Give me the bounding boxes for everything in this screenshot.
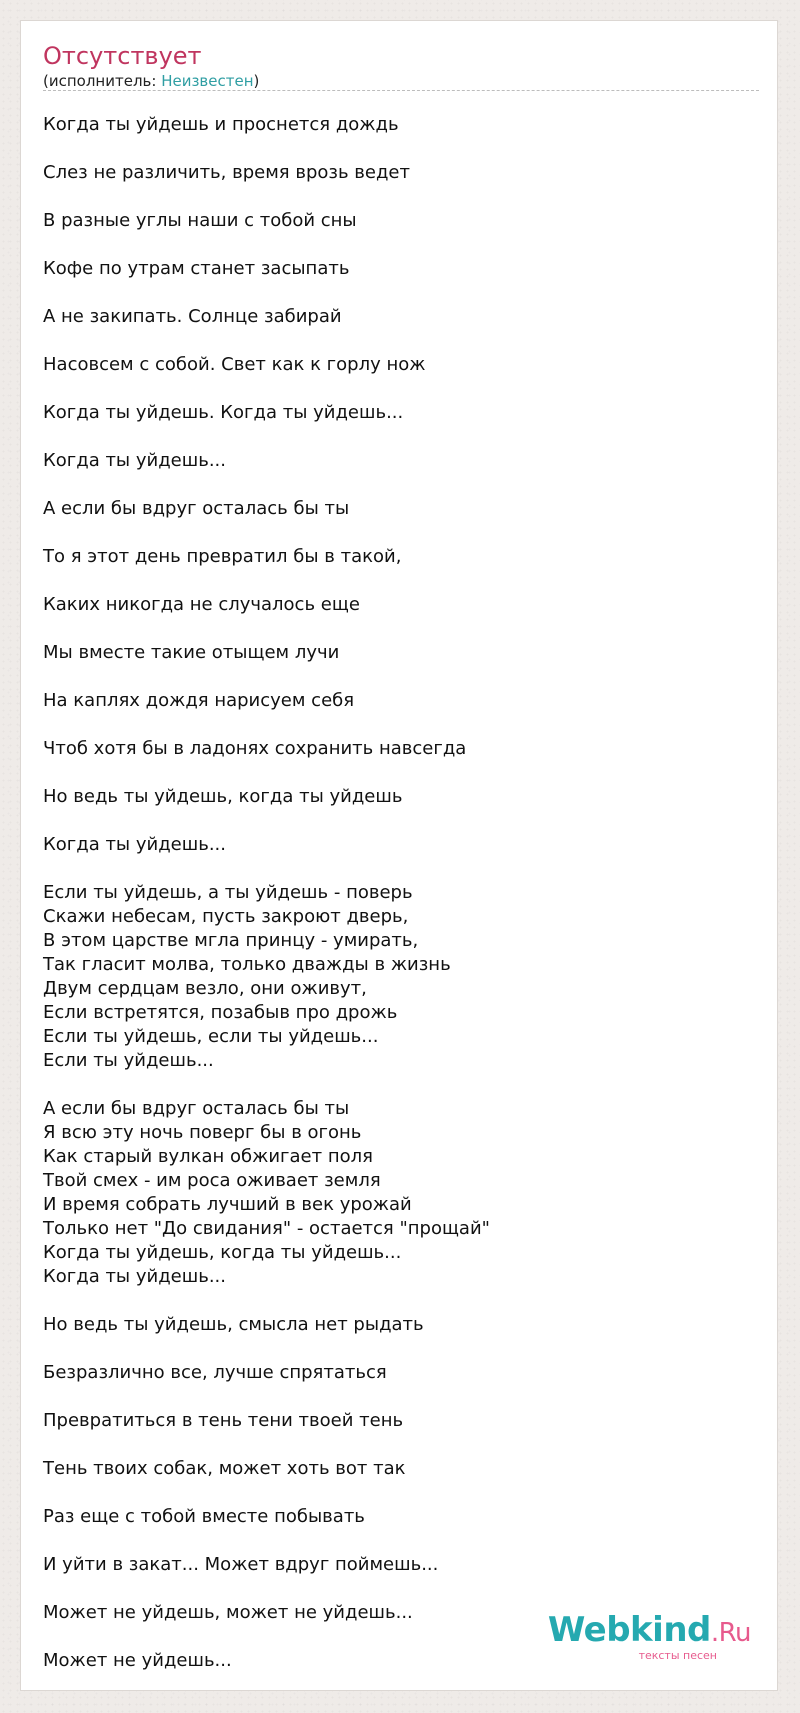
- stanza-gap: [43, 1577, 759, 1601]
- lyric-line: Безразлично все, лучше спрятаться: [43, 1362, 387, 1383]
- stanza-gap: [43, 281, 759, 305]
- stanza-gap: [43, 1433, 759, 1457]
- stanza-gap: [43, 809, 759, 833]
- stanza-gap: [43, 713, 759, 737]
- performer-suffix: ): [253, 72, 260, 90]
- song-page: [20, 20, 778, 1691]
- lyric-line: Если ты уйдешь, если ты уйдешь...: [43, 1026, 379, 1047]
- lyric-line: То я этот день превратил бы в такой,: [43, 546, 402, 567]
- lyric-line: В этом царстве мгла принцу - умирать,: [43, 930, 419, 951]
- stanza-gap: [43, 185, 759, 209]
- lyric-line: Когда ты уйдешь. Когда ты уйдешь...: [43, 402, 404, 423]
- stanza-gap: [43, 1073, 759, 1097]
- stanza-gap: [43, 137, 759, 161]
- lyric-line: Как старый вулкан обжигает поля: [43, 1146, 373, 1167]
- stanza-gap: [43, 569, 759, 593]
- lyric-line: А не закипать. Солнце забирай: [43, 306, 342, 327]
- lyric-line: Когда ты уйдешь и проснется дождь: [43, 114, 399, 135]
- lyric-line: Может не уйдешь, может не уйдешь...: [43, 1602, 413, 1623]
- logo-tagline: тексты песен: [638, 1649, 717, 1662]
- lyric-line: А если бы вдруг осталась бы ты: [43, 1098, 350, 1119]
- lyric-line: Может не уйдешь...: [43, 1650, 232, 1671]
- logo-tld: .Ru: [710, 1618, 751, 1648]
- artist-link[interactable]: Неизвестен: [161, 72, 254, 90]
- lyric-line: Когда ты уйдешь...: [43, 834, 226, 855]
- lyric-line: Кофе по утрам станет засыпать: [43, 258, 350, 279]
- lyric-line: Скажи небесам, пусть закроют дверь,: [43, 906, 409, 927]
- site-logo[interactable]: [547, 1610, 751, 1662]
- lyric-line: Тень твоих собак, может хоть вот так: [43, 1458, 406, 1479]
- lyric-line: Насовсем с собой. Свет как к горлу нож: [43, 354, 426, 375]
- lyric-line: А если бы вдруг осталась бы ты: [43, 498, 350, 519]
- stanza-gap: [43, 233, 759, 257]
- lyric-line: Но ведь ты уйдешь, смысла нет рыдать: [43, 1314, 424, 1335]
- performer-prefix: (исполнитель:: [43, 72, 162, 90]
- lyric-line: Чтоб хотя бы в ладонях сохранить навсегда: [43, 738, 467, 759]
- stanza-gap: [43, 473, 759, 497]
- lyric-line: И уйти в закат... Может вдруг поймешь...: [43, 1554, 439, 1575]
- stanza-gap: [43, 329, 759, 353]
- stanza-gap: [43, 1385, 759, 1409]
- lyric-line: Когда ты уйдешь, когда ты уйдешь...: [43, 1242, 402, 1263]
- lyric-line: Так гласит молва, только дважды в жизнь: [43, 954, 451, 975]
- logo-wordmark: [547, 1610, 751, 1650]
- stanza-gap: [43, 1289, 759, 1313]
- stanza-gap: [43, 377, 759, 401]
- stanza-gap: [43, 521, 759, 545]
- lyric-line: И время собрать лучший в век урожай: [43, 1194, 412, 1215]
- stanza-gap: [43, 425, 759, 449]
- song-title: Отсутствует: [43, 42, 202, 70]
- lyric-line: Когда ты уйдешь...: [43, 1266, 226, 1287]
- lyric-line: Если встретятся, позабыв про дрожь: [43, 1002, 398, 1023]
- lyric-line: Только нет "До свидания" - остается "прощай": [43, 1218, 490, 1239]
- stanza-gap: [43, 1481, 759, 1505]
- lyric-line: Если ты уйдешь...: [43, 1050, 214, 1071]
- lyric-line: Я всю эту ночь поверг бы в огонь: [43, 1122, 362, 1143]
- lyric-line: Каких никогда не случалось еще: [43, 594, 360, 615]
- lyrics-body: [43, 113, 759, 1673]
- lyric-line: Превратиться в тень тени твоей тень: [43, 1410, 404, 1431]
- lyric-line: На каплях дождя нарисуем себя: [43, 690, 355, 711]
- stanza-gap: [43, 1337, 759, 1361]
- title-divider: [43, 90, 759, 91]
- stanza-gap: [43, 1529, 759, 1553]
- lyric-line: Когда ты уйдешь...: [43, 450, 226, 471]
- stanza-gap: [43, 857, 759, 881]
- stanza-gap: [43, 617, 759, 641]
- lyric-line: Твой смех - им роса оживает земля: [43, 1170, 381, 1191]
- lyric-line: Мы вместе такие отыщем лучи: [43, 642, 340, 663]
- lyric-line: Слез не различить, время врозь ведет: [43, 162, 410, 183]
- lyric-line: Если ты уйдешь, а ты уйдешь - поверь: [43, 882, 413, 903]
- lyric-line: В разные углы наши с тобой сны: [43, 210, 357, 231]
- stanza-gap: [43, 665, 759, 689]
- performer-line: [43, 71, 259, 91]
- logo-name: Webkind: [547, 1610, 711, 1650]
- lyric-line: Двум сердцам везло, они оживут,: [43, 978, 367, 999]
- lyric-line: Но ведь ты уйдешь, когда ты уйдешь: [43, 786, 403, 807]
- lyric-line: Раз еще с тобой вместе побывать: [43, 1506, 365, 1527]
- stanza-gap: [43, 761, 759, 785]
